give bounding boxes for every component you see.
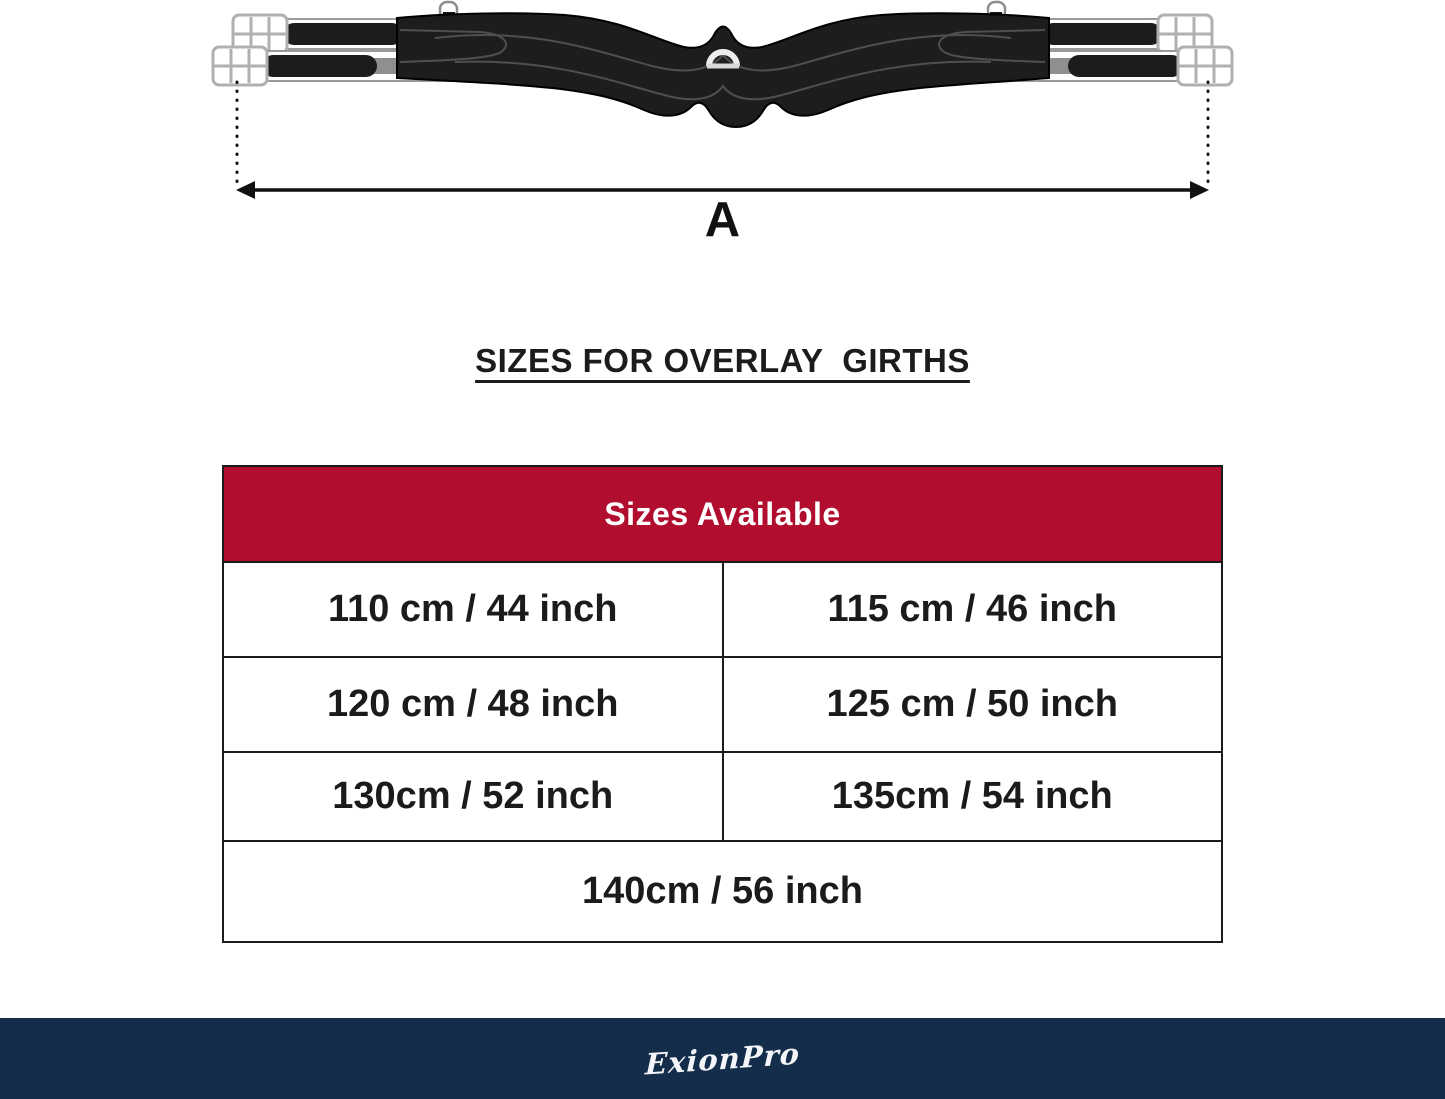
table-header-row [223,466,1222,562]
size-cell: 115 cm / 46 inch [723,562,1223,657]
size-cell: 120 cm / 48 inch [223,657,723,752]
dimension-label-a: A [704,193,741,247]
buckle-icon [213,47,267,85]
size-cell: 125 cm / 50 inch [723,657,1223,752]
page-title: SIZES FOR OVERLAY GIRTHS [475,342,970,379]
table-row [223,657,1222,752]
size-cell: 135cm / 54 inch [723,752,1223,841]
table-header-cell: Sizes Available [223,466,1222,562]
footer-bar [0,1018,1445,1099]
size-cell: 130cm / 52 inch [223,752,723,841]
table-row [223,752,1222,841]
girth-body [397,13,1049,127]
size-cell: 110 cm / 44 inch [223,562,723,657]
size-cell: 140cm / 56 inch [223,841,1222,942]
brand-logo: ExionPro [644,1036,801,1081]
sizes-table [222,465,1223,943]
table-row [223,562,1222,657]
table-row [223,841,1222,942]
girth-measurement-diagram [0,0,1445,258]
